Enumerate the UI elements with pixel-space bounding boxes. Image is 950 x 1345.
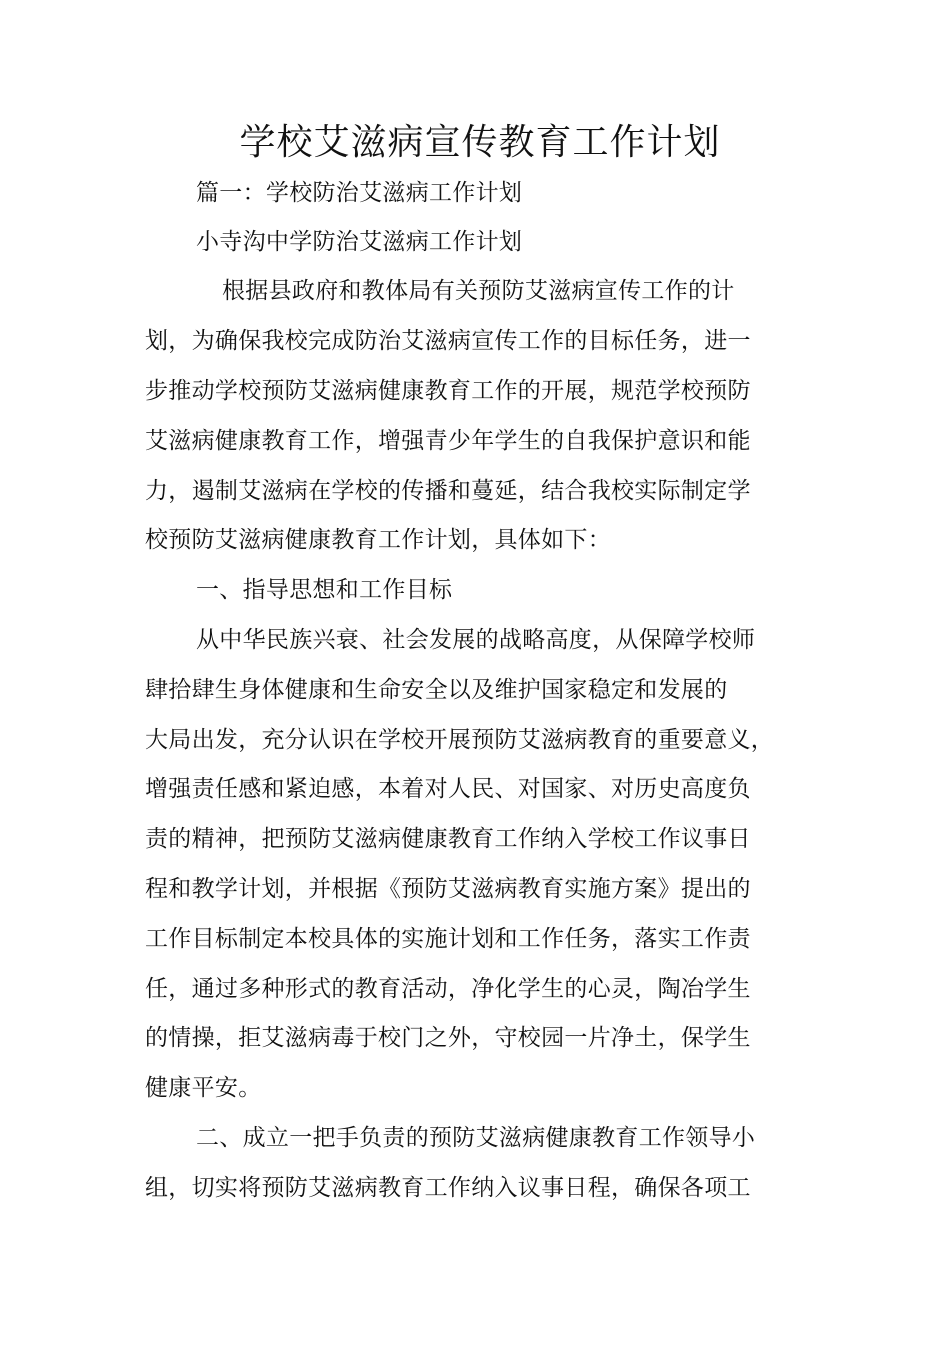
subtitle-line: 篇一：学校防治艾滋病工作计划 bbox=[196, 180, 523, 206]
paragraph-line: 校预防艾滋病健康教育工作计划，具体如下： bbox=[145, 527, 611, 553]
paragraph-line: 划，为确保我校完成防治艾滋病宣传工作的目标任务，进一 bbox=[145, 328, 751, 354]
section-heading: 一、指导思想和工作目标 bbox=[196, 577, 453, 603]
paragraph-line: 肆拾肆生身体健康和生命安全以及维护国家稳定和发展的 bbox=[145, 677, 728, 703]
paragraph-line: 的情操，拒艾滋病毒于校门之外，守校园一片净土，保学生 bbox=[145, 1025, 751, 1051]
paragraph-line: 力，遏制艾滋病在学校的传播和蔓延，结合我校实际制定学 bbox=[145, 478, 751, 504]
paragraph-line: 增强责任感和紧迫感，本着对人民、对国家、对历史高度负 bbox=[145, 776, 751, 802]
paragraph-line: 任，通过多种形式的教育活动，净化学生的心灵，陶冶学生 bbox=[145, 976, 751, 1002]
paragraph-line: 根据县政府和教体局有关预防艾滋病宣传工作的计 bbox=[222, 278, 735, 304]
paragraph-line: 程和教学计划，并根据《预防艾滋病教育实施方案》提出的 bbox=[145, 876, 751, 902]
paragraph-line: 艾滋病健康教育工作，增强青少年学生的自我保护意识和能 bbox=[145, 428, 751, 454]
section-heading: 二、成立一把手负责的预防艾滋病健康教育工作领导小 bbox=[196, 1125, 756, 1151]
document-title: 学校艾滋病宣传教育工作计划 bbox=[239, 122, 721, 163]
paragraph-line: 工作目标制定本校具体的实施计划和工作任务，落实工作责 bbox=[145, 926, 751, 952]
paragraph-line: 组，切实将预防艾滋病教育工作纳入议事日程，确保各项工 bbox=[145, 1175, 751, 1201]
paragraph-line: 从中华民族兴衰、社会发展的战略高度，从保障学校师 bbox=[196, 627, 756, 653]
paragraph-line: 大局出发，充分认识在学校开展预防艾滋病教育的重要意义， bbox=[145, 727, 775, 753]
school-plan-title: 小寺沟中学防治艾滋病工作计划 bbox=[196, 229, 523, 255]
paragraph-line: 责的精神，把预防艾滋病健康教育工作纳入学校工作议事日 bbox=[145, 826, 751, 852]
paragraph-line: 健康平安。 bbox=[145, 1075, 262, 1101]
paragraph-line: 步推动学校预防艾滋病健康教育工作的开展，规范学校预防 bbox=[145, 378, 751, 404]
